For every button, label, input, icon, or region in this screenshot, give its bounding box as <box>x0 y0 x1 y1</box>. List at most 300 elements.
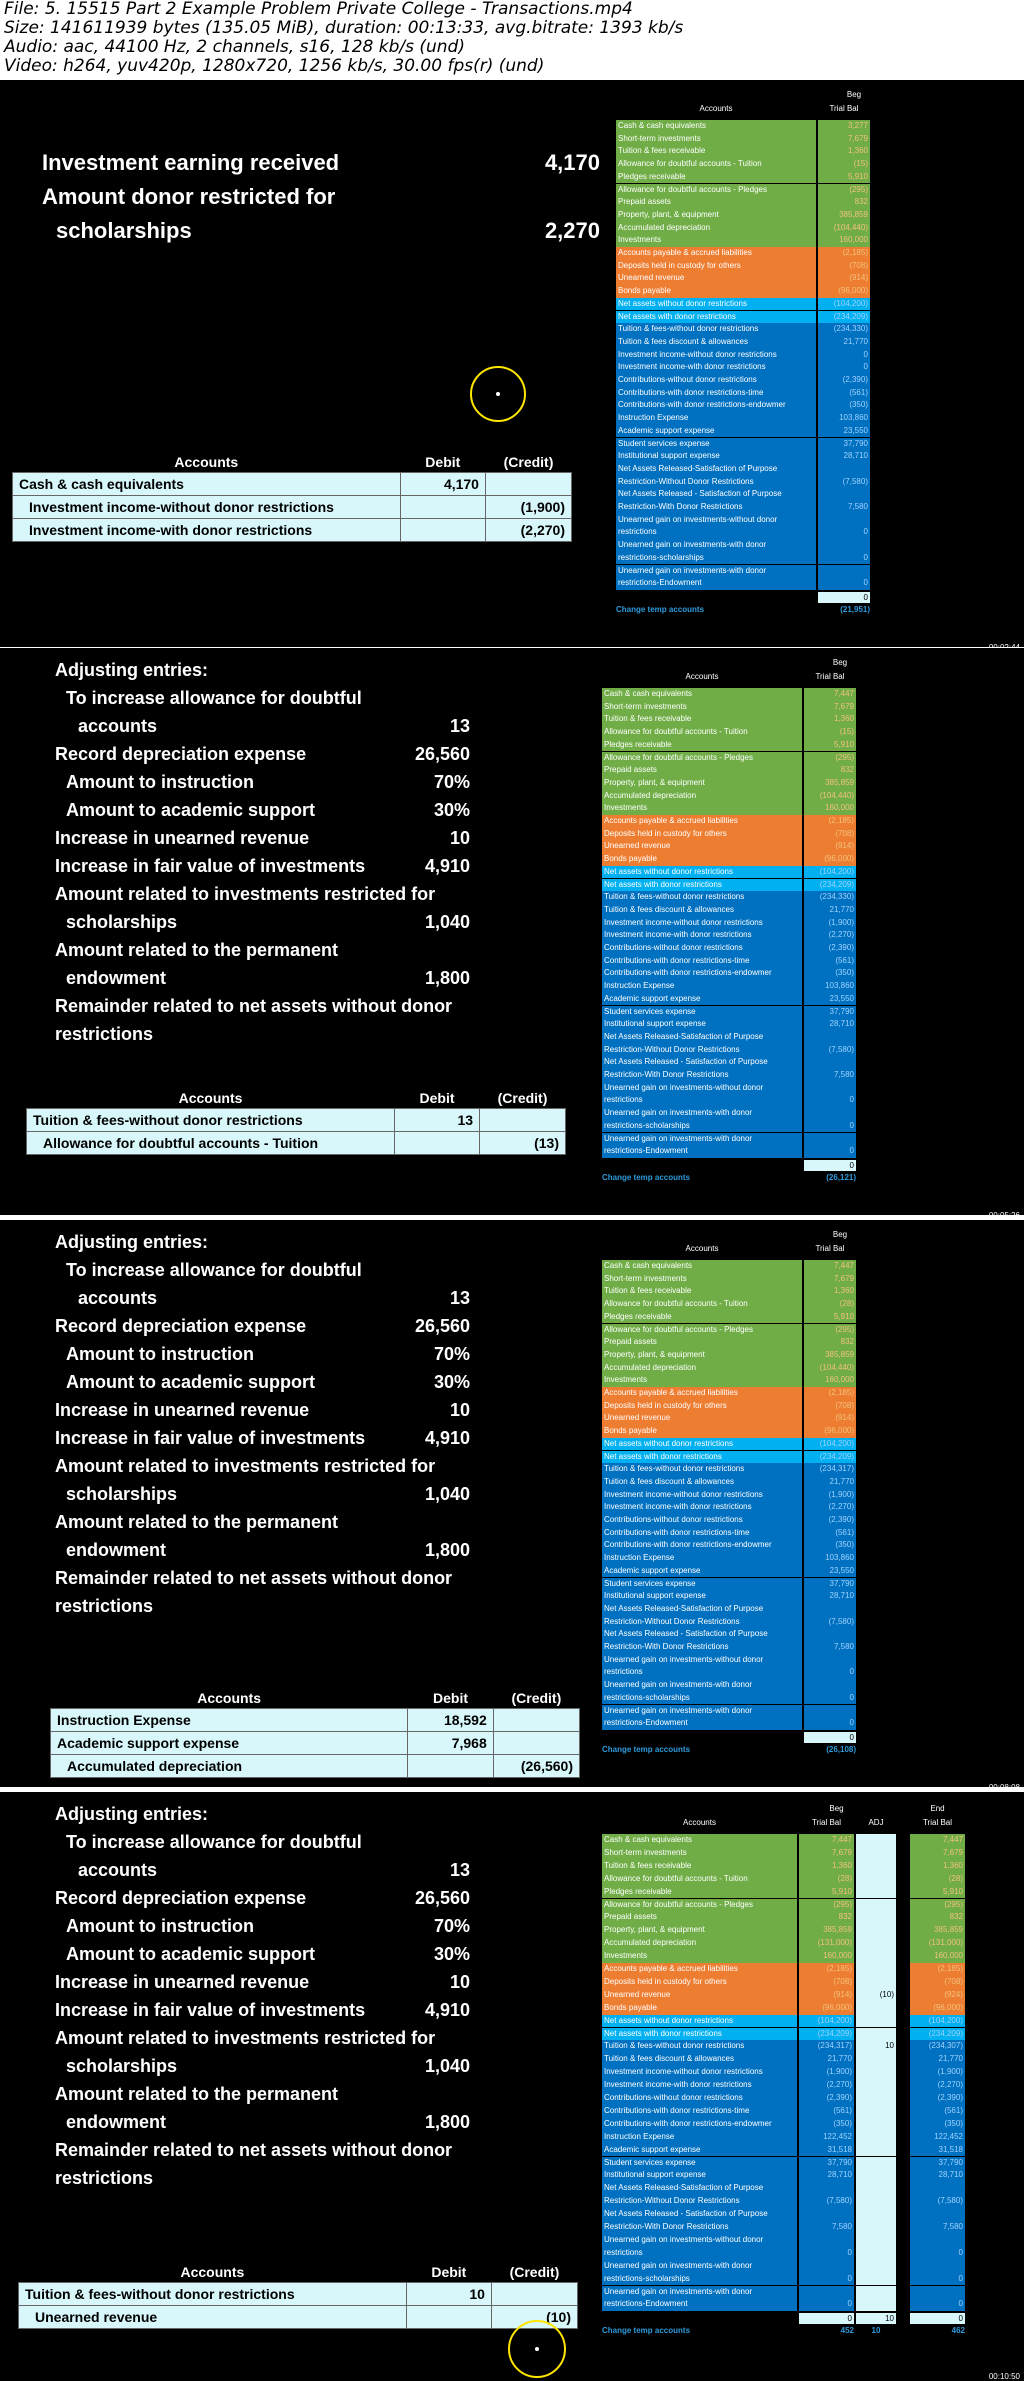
trial-balance-value: (708) <box>804 1400 856 1413</box>
trial-balance-value: (28) <box>799 1873 854 1886</box>
trial-balance-account: Allowance for doubtful accounts - Tuition <box>602 1873 797 1886</box>
trial-balance-account: Restriction-Without Donor Restrictions <box>616 476 816 489</box>
trial-balance-account: Student services expense <box>602 1578 802 1591</box>
trial-balance-value: (295) <box>799 1899 854 1912</box>
adj-value <box>856 2195 896 2208</box>
trial-balance-value: 103,860 <box>818 412 870 425</box>
journal-entry-table <box>50 1688 580 1778</box>
debit-cell <box>395 1132 480 1155</box>
trial-balance-value <box>818 539 870 552</box>
trial-balance-value: 160,000 <box>804 802 856 815</box>
table-row <box>19 2283 578 2306</box>
cursor-highlight <box>470 366 526 422</box>
trial-balance-value: (96,000) <box>804 1425 856 1438</box>
adjusting-entry-label: accounts <box>78 1860 158 1880</box>
trial-balance-account: Bonds payable <box>616 285 816 298</box>
table-row <box>27 1132 566 1155</box>
trial-bal-header: Trial Bal <box>815 1244 845 1253</box>
credit-cell: (10) <box>491 2306 577 2329</box>
adjusting-entry-label: scholarships <box>66 1484 178 1504</box>
trial-balance-value: 832 <box>799 1911 854 1924</box>
trial-balance-value: (914) <box>804 1412 856 1425</box>
adj-value <box>856 2298 896 2311</box>
trial-balance-account: Institutional support expense <box>602 1590 802 1603</box>
trial-balance-value: 832 <box>804 764 856 777</box>
adjusting-entry-value: 70% <box>433 1916 470 1936</box>
timestamp: 00:05:26 <box>988 1211 1020 1220</box>
adjusting-entry-value: 26,560 <box>414 1888 470 1908</box>
trial-balance-account: Student services expense <box>602 2157 797 2170</box>
trial-balance-value: 7,679 <box>804 1273 856 1286</box>
change-temp-accounts-value: (26,121) <box>826 1172 856 1182</box>
end-value: (96,000) <box>910 2002 965 2015</box>
trial-balance-value: 21,770 <box>799 2053 854 2066</box>
change-temp-accounts-value: 452 <box>840 2326 854 2336</box>
trial-balance-value: 1,360 <box>804 713 856 726</box>
col-debit: Debit <box>425 454 461 470</box>
adjusting-entry-label: Record depreciation expense <box>55 1888 307 1908</box>
adjusting-entry-value: 70% <box>433 1344 470 1364</box>
trial-balance-value: (104,440) <box>804 1362 856 1375</box>
adj-value <box>856 1899 896 1912</box>
trial-balance-value: 832 <box>818 196 870 209</box>
trial-balance-account: Contributions-with donor restrictions-time <box>616 387 816 400</box>
table-row <box>13 496 572 519</box>
trial-balance-value <box>818 463 870 476</box>
end-value: (350) <box>910 2118 965 2131</box>
adj-value <box>856 2131 896 2144</box>
video-frame-1 <box>0 80 1024 647</box>
adjusting-entry-label: endowment <box>66 968 167 988</box>
trial-balance <box>602 648 1024 1215</box>
trial-balance-value: (2,185) <box>799 1963 854 1976</box>
adjusting-entry-label: Adjusting entries: <box>55 1232 209 1252</box>
adjusting-entry-label: Amount to instruction <box>66 1916 254 1936</box>
adjusting-entry-label: Amount related to investments restricted for <box>55 1456 436 1476</box>
trial-balance-account: Deposits held in custody for others <box>602 1400 802 1413</box>
adj-value <box>856 2028 896 2041</box>
trial-balance-value: (2,390) <box>818 374 870 387</box>
trial-balance-value: (1,900) <box>799 2066 854 2079</box>
trial-balance-account: Investment income-with donor restrictions <box>616 361 816 374</box>
trial-balance-account: Restriction-With Donor Restrictions <box>602 2221 797 2234</box>
trial-balance-account: restrictions-Endowment <box>602 1145 802 1158</box>
trial-balance-value <box>804 1133 856 1146</box>
trial-balance-value: 31,518 <box>799 2144 854 2157</box>
trial-balance-account: Investment income-without donor restrictions <box>602 1489 802 1502</box>
trial-balance-value: 0 <box>804 1094 856 1107</box>
end-value: 0 <box>910 2247 965 2260</box>
col-debit: Debit <box>431 2264 467 2280</box>
adjusting-entry-value: 1,040 <box>424 2056 470 2076</box>
trial-balance-value: 385,859 <box>799 1924 854 1937</box>
adjusting-entry-label: Amount to academic support <box>66 1944 316 1964</box>
trial-balance-value: 7,679 <box>818 133 870 146</box>
trial-balance-account: Net assets without donor restrictions <box>616 298 816 311</box>
trial-balance-account: Short-term investments <box>602 701 802 714</box>
adjusting-entry-value: 70% <box>433 772 470 792</box>
col-credit: (Credit) <box>511 1690 562 1706</box>
account-cell: Allowance for doubtful accounts - Tuition <box>27 1132 395 1155</box>
trial-balance-account: Investment income-with donor restrictions <box>602 2079 797 2092</box>
trial-balance-account: Investment income-without donor restrictions <box>602 917 802 930</box>
trial-balance-account: Contributions-with donor restrictions-endowmer <box>602 2118 797 2131</box>
trial-balance-account: Accounts payable & accrued liabilities <box>602 1387 802 1400</box>
adjusting-entry-label: Increase in fair value of investments <box>55 2000 366 2020</box>
end-value: (1,900) <box>910 2066 965 2079</box>
trial-balance-account: Tuition & fees discount & allowances <box>602 1476 802 1489</box>
adj-total: 10 <box>856 2313 896 2324</box>
trial-balance-account: Academic support expense <box>602 993 802 1006</box>
adj-value <box>856 1860 896 1873</box>
adjusting-entry-value: 26,560 <box>414 1316 470 1336</box>
adj-value <box>856 2247 896 2260</box>
trial-balance-account: Accumulated depreciation <box>602 1362 802 1375</box>
adj-value <box>856 2002 896 2015</box>
beg-header: Beg <box>846 90 862 99</box>
trial-balance-value: 7,679 <box>804 701 856 714</box>
adjusting-entry-label: Increase in fair value of investments <box>55 1428 366 1448</box>
trial-balance-value: (234,317) <box>799 2040 854 2053</box>
end-total: 0 <box>910 2313 965 2324</box>
trial-balance-account: Tuition & fees receivable <box>602 713 802 726</box>
trial-balance-value: 7,447 <box>799 1834 854 1847</box>
end-value: (2,185) <box>910 1963 965 1976</box>
end-value: 0 <box>910 2298 965 2311</box>
table-row <box>19 2306 578 2329</box>
end-value <box>910 2286 965 2299</box>
adjusting-entry-label: Amount related to investments restricted for <box>55 884 436 904</box>
trial-balance-value <box>818 565 870 578</box>
trial-balance-value: (295) <box>818 184 870 197</box>
col-credit: (Credit) <box>497 1090 548 1106</box>
timestamp: 00:08:08 <box>988 1783 1020 1792</box>
trial-balance-value: 0 <box>818 552 870 565</box>
trial-balance-value: (914) <box>818 272 870 285</box>
investment-earning-label: Investment earning received <box>42 150 340 175</box>
col-debit: Debit <box>419 1090 455 1106</box>
trial-balance-value: (295) <box>804 1324 856 1337</box>
trial-balance-account: Accumulated depreciation <box>602 1937 797 1950</box>
end-value: 0 <box>910 2273 965 2286</box>
adj-value <box>856 2053 896 2066</box>
adjusting-entry-label: Amount to instruction <box>66 1344 254 1364</box>
trial-balance <box>616 80 1024 647</box>
adj-value <box>856 2182 896 2195</box>
adj-value <box>856 2079 896 2092</box>
scholarships-value: 2,270 <box>544 218 600 243</box>
trial-balance-value <box>799 2286 854 2299</box>
credit-cell <box>493 1732 579 1755</box>
trial-balance-account: Contributions-with donor restrictions-endowmer <box>602 1539 802 1552</box>
trial-balance-value: (104,440) <box>818 222 870 235</box>
adjusting-entry-label: accounts <box>78 1288 158 1308</box>
trial-balance-value: (234,209) <box>799 2028 854 2041</box>
trial-balance-value: 23,550 <box>804 1565 856 1578</box>
trial-balance-account: Institutional support expense <box>602 2169 797 2182</box>
end-value: (924) <box>910 1989 965 2002</box>
debit-cell <box>400 496 485 519</box>
trial-balance-value: (295) <box>804 752 856 765</box>
trial-balance-value: 37,790 <box>804 1578 856 1591</box>
trial-balance-value <box>799 2182 854 2195</box>
adjusting-entry-value: 30% <box>433 1372 470 1392</box>
trial-balance-account: Accumulated depreciation <box>616 222 816 235</box>
adjusting-entry-value: 1,040 <box>424 1484 470 1504</box>
table-row <box>27 1109 566 1132</box>
trial-balance-value <box>799 2208 854 2221</box>
trial-balance-value: 832 <box>804 1336 856 1349</box>
end-value: 1,360 <box>910 1860 965 1873</box>
donor-restricted-label: Amount donor restricted for <box>42 184 336 209</box>
adj-value <box>856 1976 896 1989</box>
trial-balance-value: (561) <box>818 387 870 400</box>
col-credit: (Credit) <box>509 2264 560 2280</box>
adjusting-entry-label: Amount to academic support <box>66 1372 316 1392</box>
trial-balance-account: Short-term investments <box>602 1273 802 1286</box>
adj-value <box>856 2144 896 2157</box>
trial-balance-account: Unearned gain on investments-with donor <box>616 539 816 552</box>
trial-balance-account: Tuition & fees receivable <box>602 1285 802 1298</box>
journal-entry-table <box>18 2262 578 2329</box>
video-frame-2 <box>0 648 1024 1220</box>
trial-balance-account: Net assets with donor restrictions <box>616 311 816 324</box>
trial-balance-value: (1,900) <box>804 1489 856 1502</box>
trial-balance-value <box>799 2260 854 2273</box>
adjusting-entry-value: 1,800 <box>424 1540 470 1560</box>
trial-balance-total: 0 <box>818 592 870 603</box>
timestamp: 00:10:50 <box>988 2372 1020 2381</box>
trial-balance-value: 0 <box>804 1145 856 1158</box>
adjusting-entry-label: scholarships <box>66 2056 178 2076</box>
trial-balance-value <box>804 1031 856 1044</box>
trial-balance-account: Restriction-With Donor Restrictions <box>602 1641 802 1654</box>
trial-balance-account: restrictions-scholarships <box>602 2273 797 2286</box>
trial-balance-account: Bonds payable <box>602 853 802 866</box>
trial-balance-account: Unearned revenue <box>602 1412 802 1425</box>
adjusting-entry-value: 10 <box>449 1972 470 1992</box>
trial-balance-account: restrictions-Endowment <box>616 577 816 590</box>
debit-cell: 4,170 <box>400 473 485 496</box>
change-temp-accounts-label: Change temp accounts <box>602 2326 691 2336</box>
adjusting-entry-label: To increase allowance for doubtful <box>66 1832 362 1852</box>
end-value: (295) <box>910 1899 965 1912</box>
trial-balance-value: 37,790 <box>818 438 870 451</box>
trial-balance-account: Contributions-without donor restrictions <box>602 2092 797 2105</box>
trial-balance-account: restrictions <box>616 526 816 539</box>
end-value: (7,580) <box>910 2195 965 2208</box>
trial-balance-account: Instruction Expense <box>602 1552 802 1565</box>
trial-balance-account: Investment income-without donor restrictions <box>616 349 816 362</box>
trial-balance-account: Pledges receivable <box>602 739 802 752</box>
adjusting-entry-label: restrictions <box>55 1024 154 1044</box>
adj-value <box>856 2234 896 2247</box>
trial-balance-account: Restriction-With Donor Restrictions <box>616 501 816 514</box>
trial-balance-account: restrictions <box>602 1094 802 1107</box>
trial-balance-account: Unearned gain on investments-without donor <box>602 2234 797 2247</box>
credit-cell <box>491 2283 577 2306</box>
trial-balance-value: 3,277 <box>818 120 870 133</box>
trial-balance-value <box>804 1628 856 1641</box>
trial-balance-account: Allowance for doubtful accounts - Pledges <box>616 184 816 197</box>
trial-balance-value: 37,790 <box>799 2157 854 2170</box>
adj-value <box>856 2169 896 2182</box>
adjusting-entry-label: restrictions <box>55 2168 154 2188</box>
trial-balance-value: (234,330) <box>818 323 870 336</box>
trial-balance-account: Net assets without donor restrictions <box>602 1438 802 1451</box>
adjusting-entry-value: 10 <box>449 828 470 848</box>
trial-balance-value: 5,910 <box>818 171 870 184</box>
beg-header: Beg <box>829 1804 844 1813</box>
trial-balance <box>602 1792 1024 2381</box>
trial-balance-account: Net assets with donor restrictions <box>602 1451 802 1464</box>
adjusting-entry-value: 30% <box>433 800 470 820</box>
trial-balance-value: 1,360 <box>804 1285 856 1298</box>
change-temp-accounts-value: (26,108) <box>826 1744 856 1754</box>
trial-balance-account: Restriction-Without Donor Restrictions <box>602 1044 802 1057</box>
trial-balance-account: Pledges receivable <box>602 1886 797 1899</box>
account-cell: Tuition & fees-without donor restrictions <box>19 2283 407 2306</box>
accounts-header: Accounts <box>699 104 733 113</box>
trial-balance-value <box>804 1107 856 1120</box>
trial-balance-account: Instruction Expense <box>602 2131 797 2144</box>
trial-balance-value: 5,910 <box>804 739 856 752</box>
trial-balance-value <box>804 1679 856 1692</box>
trial-balance-account: Academic support expense <box>616 425 816 438</box>
trial-balance-value: 21,770 <box>818 336 870 349</box>
trial-balance-value <box>804 1705 856 1718</box>
adjusting-entry-value: 30% <box>433 1944 470 1964</box>
account-cell: Tuition & fees-without donor restrictions <box>27 1109 395 1132</box>
trial-balance-value: 103,860 <box>804 980 856 993</box>
end-value: 7,580 <box>910 2221 965 2234</box>
trial-balance-account: Unearned revenue <box>616 272 816 285</box>
trial-balance-account: Net Assets Released-Satisfaction of Purpose <box>602 2182 797 2195</box>
trial-balance-value: (7,580) <box>818 476 870 489</box>
trial-balance-value: 7,580 <box>818 501 870 514</box>
trial-balance-account: Tuition & fees-without donor restrictions <box>602 891 802 904</box>
trial-balance-account: Contributions-without donor restrictions <box>616 374 816 387</box>
beg-header: Beg <box>832 1230 848 1239</box>
trial-bal-header: Trial Bal <box>829 104 859 113</box>
trial-balance-value: (350) <box>799 2118 854 2131</box>
col-credit: (Credit) <box>503 454 554 470</box>
trial-balance-value: (104,200) <box>818 298 870 311</box>
adjusting-entry-value: 13 <box>449 1288 470 1308</box>
table-row <box>51 1732 580 1755</box>
trial-balance-value: 28,710 <box>804 1018 856 1031</box>
trial-balance-value: (914) <box>799 1989 854 2002</box>
trial-balance-value: 7,679 <box>799 1847 854 1860</box>
trial-balance-account: Student services expense <box>616 438 816 451</box>
journal-entry-table <box>12 452 572 542</box>
end-value <box>910 2234 965 2247</box>
end-value: 832 <box>910 1911 965 1924</box>
trial-balance-account: Net assets without donor restrictions <box>602 2015 797 2028</box>
trial-balance-account: Accounts payable & accrued liabilities <box>602 815 802 828</box>
col-accounts: Accounts <box>180 2264 245 2280</box>
trial-balance-value: 28,710 <box>818 450 870 463</box>
debit-cell <box>400 519 485 542</box>
change-adj-value: 10 <box>871 2326 881 2336</box>
trial-balance-account: Investments <box>602 1374 802 1387</box>
trial-balance-value <box>804 1056 856 1069</box>
trial-balance-value: (15) <box>818 158 870 171</box>
trial-balance-value: 37,790 <box>804 1006 856 1019</box>
trial-balance-account: Allowance for doubtful accounts - Tuition <box>602 1298 802 1311</box>
trial-balance-value: 23,550 <box>804 993 856 1006</box>
change-temp-accounts-label: Change temp accounts <box>602 1744 691 1754</box>
trial-balance-value: (708) <box>799 1976 854 1989</box>
trial-balance-value: (7,580) <box>804 1044 856 1057</box>
trial-balance-value: (131,000) <box>799 1937 854 1950</box>
trial-balance-value: 7,580 <box>799 2221 854 2234</box>
trial-balance-account: Tuition & fees discount & allowances <box>602 2053 797 2066</box>
account-cell: Unearned revenue <box>19 2306 407 2329</box>
trial-balance-account: Net assets with donor restrictions <box>602 2028 797 2041</box>
trial-balance-value: 122,452 <box>799 2131 854 2144</box>
adjusting-entry-value: 1,040 <box>424 912 470 932</box>
adjusting-entry-value: 4,910 <box>424 856 470 876</box>
trial-balance-account: Cash & cash equivalents <box>602 1834 797 1847</box>
trial-balance-account: Allowance for doubtful accounts - Tuition <box>616 158 816 171</box>
credit-cell: (2,270) <box>485 519 571 542</box>
debit-cell: 13 <box>395 1109 480 1132</box>
adjusting-entry-value: 1,800 <box>424 2112 470 2132</box>
trial-balance-account: Unearned gain on investments-with donor <box>616 565 816 578</box>
table-row <box>13 519 572 542</box>
trial-balance-account: restrictions-scholarships <box>602 1692 802 1705</box>
col-debit: Debit <box>433 1690 469 1706</box>
adj-value <box>856 2118 896 2131</box>
adj-value <box>856 1950 896 1963</box>
trial-balance-account: Allowance for doubtful accounts - Pledges <box>602 752 802 765</box>
adj-value <box>856 2273 896 2286</box>
scholarships-label: scholarships <box>56 218 192 243</box>
adj-header: ADJ <box>868 1818 884 1827</box>
end-value: 122,452 <box>910 2131 965 2144</box>
trial-balance-value <box>818 514 870 527</box>
adjusting-entry-value: 4,910 <box>424 2000 470 2020</box>
trial-balance-account: Allowance for doubtful accounts - Tuition <box>602 726 802 739</box>
video-info: Video: h264, yuv420p, 1280x720, 1256 kb/s, 30.00 fps(r) (und) <box>4 56 545 76</box>
end-value: (131,000) <box>910 1937 965 1950</box>
trial-balance-account: Academic support expense <box>602 1565 802 1578</box>
trial-balance-account: Bonds payable <box>602 1425 802 1438</box>
debit-cell <box>408 1755 494 1778</box>
end-value <box>910 2208 965 2221</box>
file-name: File: 5. 15515 Part 2 Example Problem Private College - Transactions.mp4 <box>4 0 633 19</box>
trial-balance-account: Instruction Expense <box>602 980 802 993</box>
adjusting-entry-label: Amount to instruction <box>66 772 254 792</box>
video-frame-3 <box>0 1220 1024 1792</box>
adjusting-entry-label: Increase in unearned revenue <box>55 1972 310 1992</box>
adjusting-entry-label: To increase allowance for doubtful <box>66 1260 362 1280</box>
trial-balance-account: Prepaid assets <box>602 764 802 777</box>
credit-cell: (26,560) <box>493 1755 579 1778</box>
account-cell: Investment income-without donor restrictions <box>13 496 401 519</box>
trial-balance-account: Net assets with donor restrictions <box>602 879 802 892</box>
trial-balance-value: 5,910 <box>799 1886 854 1899</box>
trial-balance-account: Restriction-Without Donor Restrictions <box>602 2195 797 2208</box>
end-value: 5,910 <box>910 1886 965 1899</box>
trial-balance-account: Short-term investments <box>602 1847 797 1860</box>
account-cell: Instruction Expense <box>51 1709 408 1732</box>
trial-balance-account: Unearned gain on investments-without donor <box>616 514 816 527</box>
trial-balance-value: (2,270) <box>804 1501 856 1514</box>
trial-balance-value: 0 <box>799 2247 854 2260</box>
end-value: (708) <box>910 1976 965 1989</box>
